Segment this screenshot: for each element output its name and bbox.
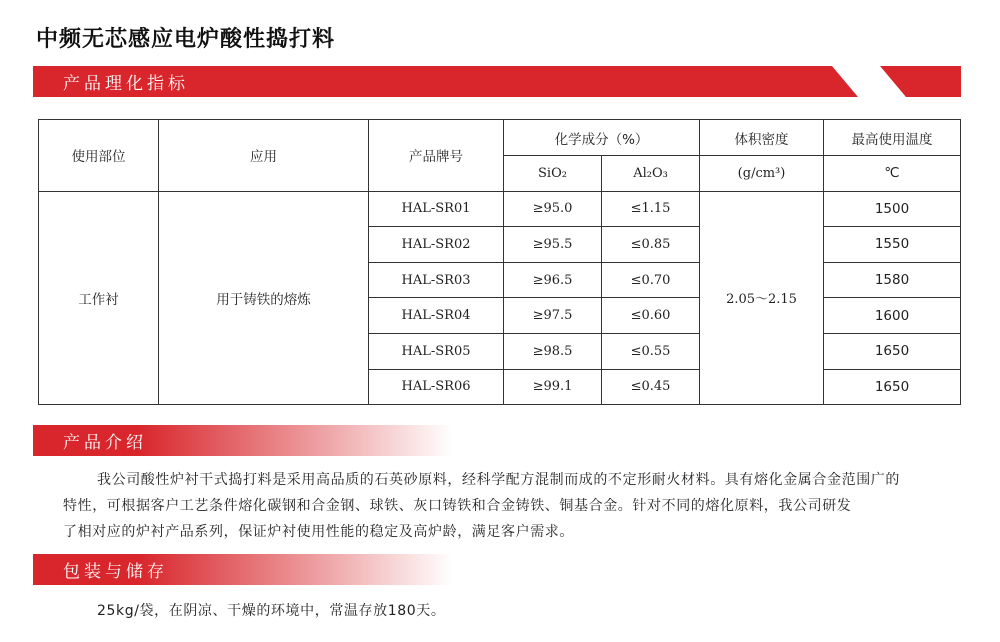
section-banner-packaging <box>33 554 453 585</box>
header-max-temp: 最高使用温度 <box>824 120 961 156</box>
intro-line: 我公司酸性炉衬干式捣打料是采用高品质的石英砂原料，经科学配方混制而成的不定形耐火材料。具有熔化金属合金范围广的 <box>97 472 900 488</box>
sio2-cell: ≥95.5 <box>504 227 602 263</box>
header-temp-unit: ℃ <box>824 156 961 192</box>
banner-notch <box>832 66 906 97</box>
sio2-cell: ≥97.5 <box>504 298 602 334</box>
temp-cell: 1500 <box>824 191 961 227</box>
section-title-specs: 产品理化指标 <box>63 74 189 94</box>
density-cell: 2.05～2.15 <box>700 191 824 405</box>
header-density-unit: (g/cm³) <box>700 156 824 192</box>
table-row <box>39 191 961 227</box>
al2o3-cell: ≤0.45 <box>602 369 700 405</box>
temp-cell: 1600 <box>824 298 961 334</box>
grade-cell: HAL-SR04 <box>369 298 504 334</box>
packaging-text: 25kg/袋，在阴凉、干燥的环境中，常温存放180天。 <box>97 603 446 619</box>
temp-cell: 1650 <box>824 333 961 369</box>
sio2-cell: ≥95.0 <box>504 191 602 227</box>
header-chemical: 化学成分（%） <box>504 120 700 156</box>
grade-cell: HAL-SR05 <box>369 333 504 369</box>
sio2-cell: ≥96.5 <box>504 262 602 298</box>
spec-table <box>38 119 961 405</box>
header-density: 体积密度 <box>700 120 824 156</box>
grade-cell: HAL-SR01 <box>369 191 504 227</box>
usage-part-cell: 工作衬 <box>39 191 159 405</box>
al2o3-cell: ≤0.85 <box>602 227 700 263</box>
grade-cell: HAL-SR02 <box>369 227 504 263</box>
section-title-packaging: 包装与储存 <box>63 562 168 582</box>
al2o3-cell: ≤0.70 <box>602 262 700 298</box>
header-sio2: SiO₂ <box>504 156 602 192</box>
header-usage-part: 使用部位 <box>39 120 159 192</box>
grade-cell: HAL-SR03 <box>369 262 504 298</box>
header-al2o3: Al₂O₃ <box>602 156 700 192</box>
application-cell: 用于铸铁的熔炼 <box>159 191 369 405</box>
section-title-intro: 产品介绍 <box>63 433 147 453</box>
intro-line: 了相对应的炉衬产品系列，保证炉衬使用性能的稳定及高炉龄，满足客户需求。 <box>63 524 574 540</box>
intro-line: 特性，可根据客户工艺条件熔化碳钢和合金钢、球铁、灰口铸铁和合金铸铁、铜基合金。针对不同的熔化原料，我公司研发 <box>63 498 852 514</box>
grade-cell: HAL-SR06 <box>369 369 504 405</box>
al2o3-cell: ≤0.55 <box>602 333 700 369</box>
intro-paragraph <box>63 467 963 545</box>
section-banner-specs <box>33 66 961 97</box>
temp-cell: 1650 <box>824 369 961 405</box>
page-title: 中频无芯感应电炉酸性捣打料 <box>36 27 336 52</box>
sio2-cell: ≥99.1 <box>504 369 602 405</box>
al2o3-cell: ≤0.60 <box>602 298 700 334</box>
header-application: 应用 <box>159 120 369 192</box>
sio2-cell: ≥98.5 <box>504 333 602 369</box>
al2o3-cell: ≤1.15 <box>602 191 700 227</box>
temp-cell: 1580 <box>824 262 961 298</box>
header-grade: 产品牌号 <box>369 120 504 192</box>
temp-cell: 1550 <box>824 227 961 263</box>
section-banner-intro <box>33 425 453 456</box>
